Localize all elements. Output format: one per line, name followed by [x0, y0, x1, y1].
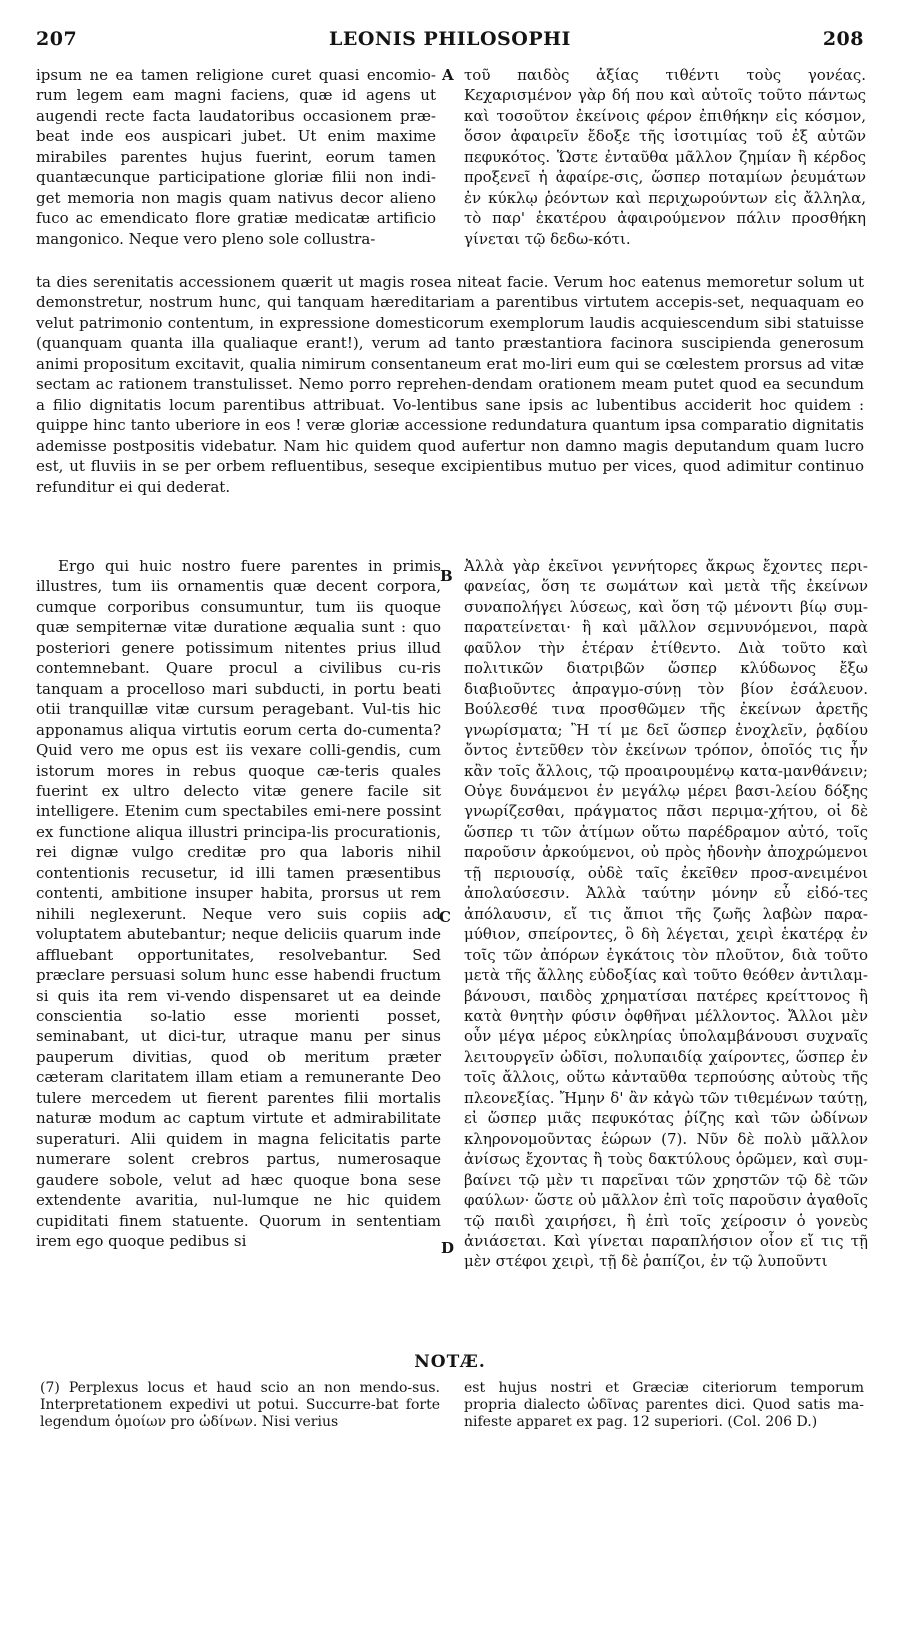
notes-heading: NOTÆ. [414, 1352, 486, 1372]
footnote-right: est hujus nostri et Græciæ citeriorum temporum propria dialecto ὠδῖνας parentes dici. Quod satis ma-nifeste apparet ex pag. 12 superiori. (Col. 206 D.) [464, 1380, 864, 1430]
section-marker-a: A [442, 66, 454, 84]
greek-paragraph-bottom: Ἀλλὰ γὰρ ἐκεῖνοι γεννήτορες ἄκρως ἔχοντες περι-φανείας, ὅση τε σωμάτων καὶ μετὰ τῆς ἐκείνων συναπολήγει λύσεως, καὶ ὅση τῷ μένοντι βίῳ συμ-παρατείνεται· ἣ καὶ μᾶλλον σεμνυνόμενοι, παρὰ φαῦλον τὴν ἑτέραν ἐτίθεντο. Διὰ τοῦτο καὶ πολιτικῶν διατριβῶν ὥσπερ κλύδωνος ἔξω διαβιοῦντες ἀπραγμο-σύνῃ τὸν βίον ἐσάλευον. Βούλεσθέ τινα προσθῶμεν τῆς ἐκείνων ἀρετῆς γνωρίσματα; Ἢ τί με δεῖ ὥσπερ ἐνοχλεῖν, ῥᾳδίου ὄντος ἐντεῦθεν τὸν ἐκείνων τρόπον, ὁποῖός τις ἦν κἂν τοῖς ἄλλοις, τῷ προαιρουμένῳ κατα-μανθάνειν; Οὐγε δυνάμενοι ἐν μεγάλῳ μέρει βασι-λείου δόξης γνωρίζεσθαι, πράγματος πᾶσι περιμα-χήτου, οἱ δὲ ὥσπερ τι τῶν ἀτίμων οὕτω παρέδραμον αὐτό, τοῖς παροῦσιν ἀρκούμενοι, οὐ πρὸς ἡδονὴν ἀποχρώμενοι τῇ περιουσίᾳ, οὐδὲ ταῖς ἐκεῖθεν προσ-ανειμένοι ἀπολαύσεσιν. Ἀλλὰ ταύτην μόνην εὖ εἰδό-τες ἀπόλαυσιν, εἴ τις ἄπιοι τῆς ζωῆς λαβὼν παρα-μύθιον, σπείροντες, ὃ δὴ λέγεται, χειρὶ ἑκατέρᾳ ἐν τοῖς τῶν ἀπόρων ἐγκάτοις τὸν πλοῦτον, διὰ τοῦτο μετὰ τῆς ἄλλης εὐδοξίας καὶ τοῦτο θεόθεν ἀντιλαμ-βάνουσι, παιδὸς χρηματίσαι πατέρες κρείττονος ἢ κατὰ θνητὴν φύσιν ὀφθῆναι μέλλοντος. Ἄλλοι μὲν οὖν μέγα μέρος εὐκληρίας ὑπολαμβάνουσι συχναῖς λειτουργεῖν ὠδῖσι, πολυπαιδίᾳ χαίροντες, ὥσπερ ἐν τοῖς ἄλλοις, οὕτω κἀνταῦθα τερπούσης αὐτοὺς τῆς πλεονεξίας. Ἤμην δ' ἂν κἀγὼ τῶν τιθεμένων ταύτῃ, εἰ ὥσπερ μιᾶς πεφυκότας ῥίζης καὶ τῶν ὠδίνων κληρονομοῦντας ἑώρων (7). Νῦν δὲ πολὺ μᾶλλον ἀνίσως ἔχοντας ἢ τοὺς δακτύλους ὁρῶμεν, καὶ συμ-βαίνει τῷ μὲν τι παρεῖναι τῶν χρηστῶν τῷ δὲ τῶν φαύλων· ὥστε οὐ μᾶλλον ἐπὶ τοῖς παροῦσιν ἀγαθοῖς τῷ παιδὶ χαιρήσει, ἢ ἐπὶ τοῖς χείροσιν ὁ γονεὺς ἀνιάσεται. Καὶ γίνεται παραπλήσιον οἷον εἴ τις τῇ μὲν στέφοι χειρὶ, τῇ δὲ ῥαπίζοι, ἐν τῷ λυποῦντι [464, 557, 868, 1271]
latin-paragraph-bottom: Ergo qui huic nostro fuere parentes in primis illustres, tum iis ornamentis quæ decent corpora, cumque corporibus consumuntur, tum iis quoque quæ sempiternæ vitæ duratione æqualia sunt : quo posteriori genere potissimum nitentes prius illud contemnebant. Quare procul a civilibus cu-ris tanquam a procelloso mari subducti, in portu beati otii tranquillæ vitæ cursum peragebant. Vul-tis hic apponamus aliqua virtutis eorum certa do-cumenta? Quid vero me opus est iis vexare colli-gendis, cum istorum mores in rebus quoque cæ-teris quales fuerint ex ultro delecto vitæ genere facile sit intelligere. Etenim cum spectabiles emi-nere possint ex functione aliqua illustri principa-lis procurationis, rei dignæ vulgo creditæ pro qua laboris nihil contentionis recusetur, id illi tamen præsentibus contenti, ambitione insuper habita, prorsus ut rem nihili neglexerunt. Neque vero suis copiis ad voluptatem abutebantur; neque deliciis quarum inde affluebant opportunitates, resolvebantur. Sed præclare persuasi solum hunc esse habendi fructum si quis ita rem vi-vendo dispensaret ut ea deinde conscientia so-latio esse morienti posset, seminabant, ut dici-tur, utraque manu per sinus pauperum divitias, quod ob meritum præter cæteram claritatem illam etiam a remunerante Deo tulere mercedem ut fierent parentes filii mortalis naturæ modum ac captum virtute et admirabilitate superaturi. Alii quidem in magna felicitatis parte numerare solent crebros partus, numerosaque gaudere sobole, velut ad hæc quoque bona sese extendente avaritia, nul-lumque ne hic quidem cupiditati finem statuente. Quorum in sententiam irem ego quoque pedibus si [36, 557, 441, 1250]
latin-paragraph-fullwidth: ta dies serenitatis accessionem quærit ut magis rosea niteat facie. Verum hoc eatenus memoretur solum ut demonstretur, nostrum hunc, qui tanquam hæreditariam a parentibus virtutem accepis-set, nequaquam eo velut patrimonio contentum, in expressione domesticorum exemplorum laudis acquiescendum sibi statuisse (quanquam quanta illa qualiaque erant!), verum ad tanto præstantiora facinora suscipienda generosum animi propositum excitavit, qualia nimirum consentaneum erat mo-liri eum qui se cœlestem prorsus ad vitæ sectam ac rationem transtulisset. Nemo porro reprehen-dendam orationem meam putet quod ea secundum a filio dignitatis locum parentibus attribuat. Vo-lentibus sane ipsis ac lubentibus acciderit hoc quidem : quippe hinc tanto uberiore in eos ! veræ gloriæ accessione redundatura quantum ipsa comparatio dignitatis ademisse postpositis videbatur. Nam hic quidem quod aufertur non damno magis deputandum quam lucro est, ut fluviis in se per orbem refluentibus, seseque excipientibus mutuo per vices, quod adimitur continuo refunditur ei qui dederat. [36, 273, 864, 496]
greek-column-top [464, 65, 866, 290]
latin-column-bottom [36, 556, 441, 1644]
latin-fullwidth-block [36, 272, 864, 567]
latin-paragraph-top: ipsum ne ea tamen religione curet quasi encomio-rum legem eam magni faciens, quæ id agens ut augendi recte facta laudatoribus occasionem præ-beat inde eos auspicari jubet. Ut enim maxime mirabiles parentes hujus fuerint, eorum tamen quantæcunque participatione gloriæ filii non indi-get memoria non magis quam nativus decor alieno fuco ac emendicato flore gratiæ medicatæ artificio mangonico. Neque vero pleno sole collustra- [36, 66, 436, 248]
running-title: LEONIS PHILOSOPHI [329, 28, 571, 50]
page-number-right: 208 [822, 28, 864, 50]
latin-column-top [36, 65, 436, 290]
greek-paragraph-top: τοῦ παιδὸς ἀξίας τιθέντι τοὺς γονέας. Κεχαρισμένον γὰρ δή που καὶ αὐτοῖς τοῦτο πάντως καὶ τοσοῦτον ἐκείνοις φέρον ἐπιθήκην εἰς κόσμον, ὅσον ἀφαιρεῖν ἔδοξε τῆς ἰσοτιμίας τοῦ ἐξ αὐτῶν πεφυκότος. Ὥστε ἐνταῦθα μᾶλλον ζημίαν ἢ κέρδος προξενεῖ ἡ ἀφαίρε-σις, ὥσπερ ποταμίων ῥευμάτων ἐν κύκλῳ ῥεόντων καὶ περιχωρούντων εἰς ἄλληλα, τὸ παρ' ἑκατέρου ἀφαιρούμενον πάλιν προσθήκη γίνεται τῷ δεδω-κότι. [464, 66, 866, 248]
footnote-left: (7) Perplexus locus et haud scio an non mendo-sus. Interpretationem expedivi ut potui. Succurre-bat forte legendum ὁμοίων pro ὠδίνων. Nisi verius [40, 1380, 440, 1430]
section-marker-c: C [439, 908, 451, 926]
page-number-left: 207 [36, 28, 78, 50]
greek-column-bottom [464, 556, 868, 1644]
section-marker-b: B [440, 567, 453, 585]
page-header [36, 28, 864, 60]
section-marker-d: D [441, 1239, 455, 1257]
